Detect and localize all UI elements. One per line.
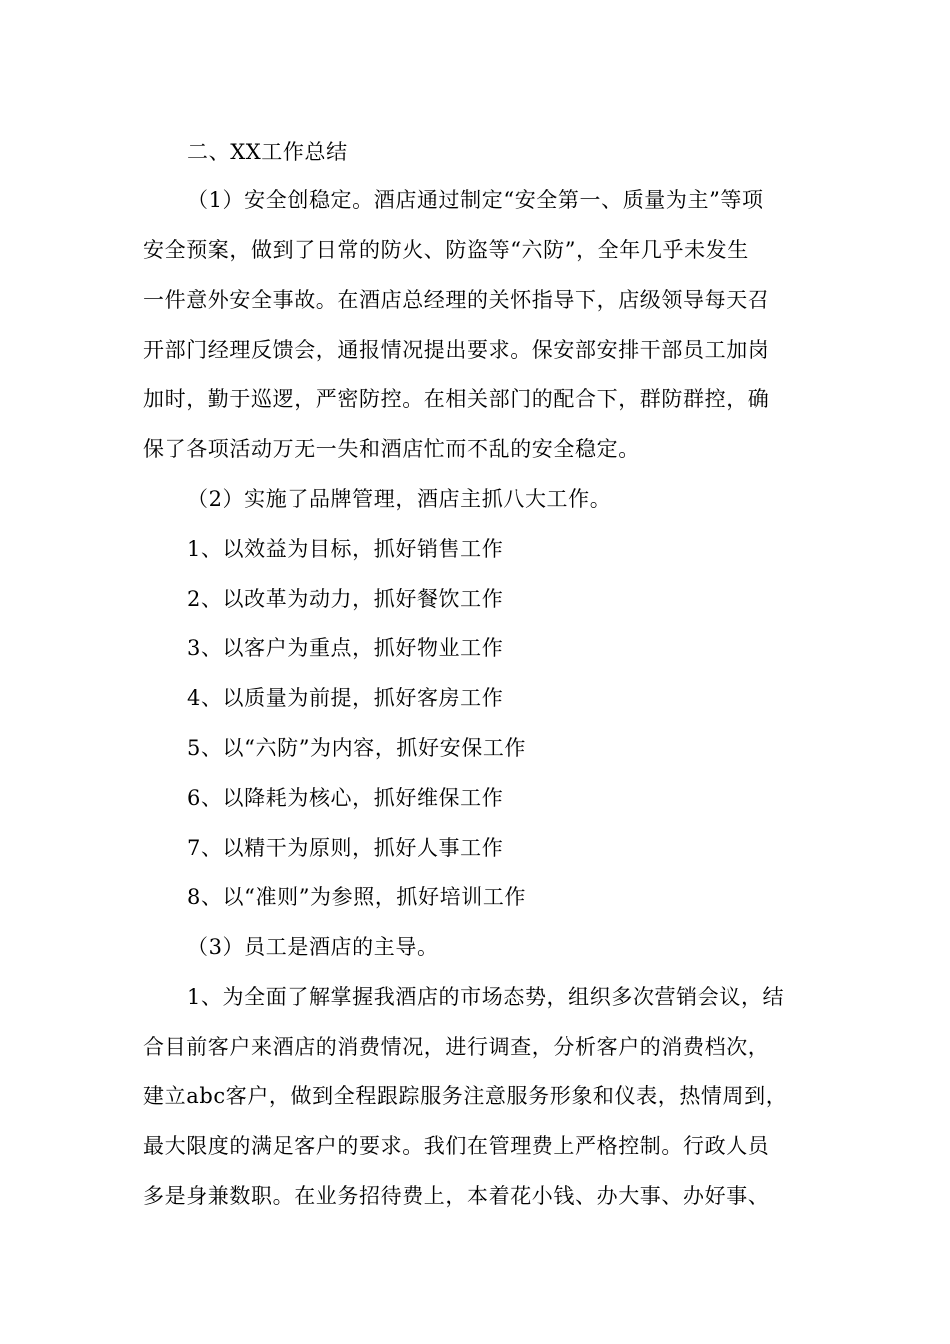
list-item: 3、以客户为重点，抓好物业工作 [187,636,504,660]
paragraph-line: 合目前客户来酒店的消费情况，进行调查，分析客户的消费档次， [143,1035,770,1059]
paragraph-line: 开部门经理反馈会，通报情况提出要求。保安部安排干部员工加岗 [143,338,770,362]
list-item: 1、以效益为目标，抓好销售工作 [187,537,504,561]
list-item: 7、以精干为原则，抓好人事工作 [187,836,504,860]
paragraph-line: 多是身兼数职。在业务招待费上，本着花小钱、办大事、办好事、 [143,1184,770,1208]
subsection-heading: （3）员工是酒店的主导。 [187,935,439,959]
list-item: 6、以降耗为核心，抓好维保工作 [187,786,504,810]
paragraph-line: 一件意外安全事故。在酒店总经理的关怀指导下，店级领导每天召 [143,288,770,312]
paragraph-line: 安全预案，做到了日常的防火、防盗等“六防”，全年几乎未发生 [143,238,749,262]
paragraph-line: 保了各项活动万无一失和酒店忙而不乱的安全稳定。 [143,437,640,461]
paragraph-line: （1）安全创稳定。酒店通过制定“安全第一、质量为主”等项 [187,188,764,212]
section-heading: 二、XX工作总结 [187,140,348,164]
subsection-heading: （2）实施了品牌管理，酒店主抓八大工作。 [187,487,612,511]
paragraph-line: 最大限度的满足客户的要求。我们在管理费上严格控制。行政人员 [143,1134,770,1158]
paragraph-line: 加时，勤于巡逻，严密防控。在相关部门的配合下，群防群控，确 [143,387,770,411]
list-item: 2、以改革为动力，抓好餐饮工作 [187,587,504,611]
paragraph-line: 建立abc客户，做到全程跟踪服务注意服务形象和仪表，热情周到， [143,1084,788,1108]
list-item: 8、以“准则”为参照，抓好培训工作 [187,885,527,909]
paragraph-line: 1、为全面了解掌握我酒店的市场态势，组织多次营销会议，结 [187,985,785,1009]
list-item: 4、以质量为前提，抓好客房工作 [187,686,504,710]
list-item: 5、以“六防”为内容，抓好安保工作 [187,736,527,760]
